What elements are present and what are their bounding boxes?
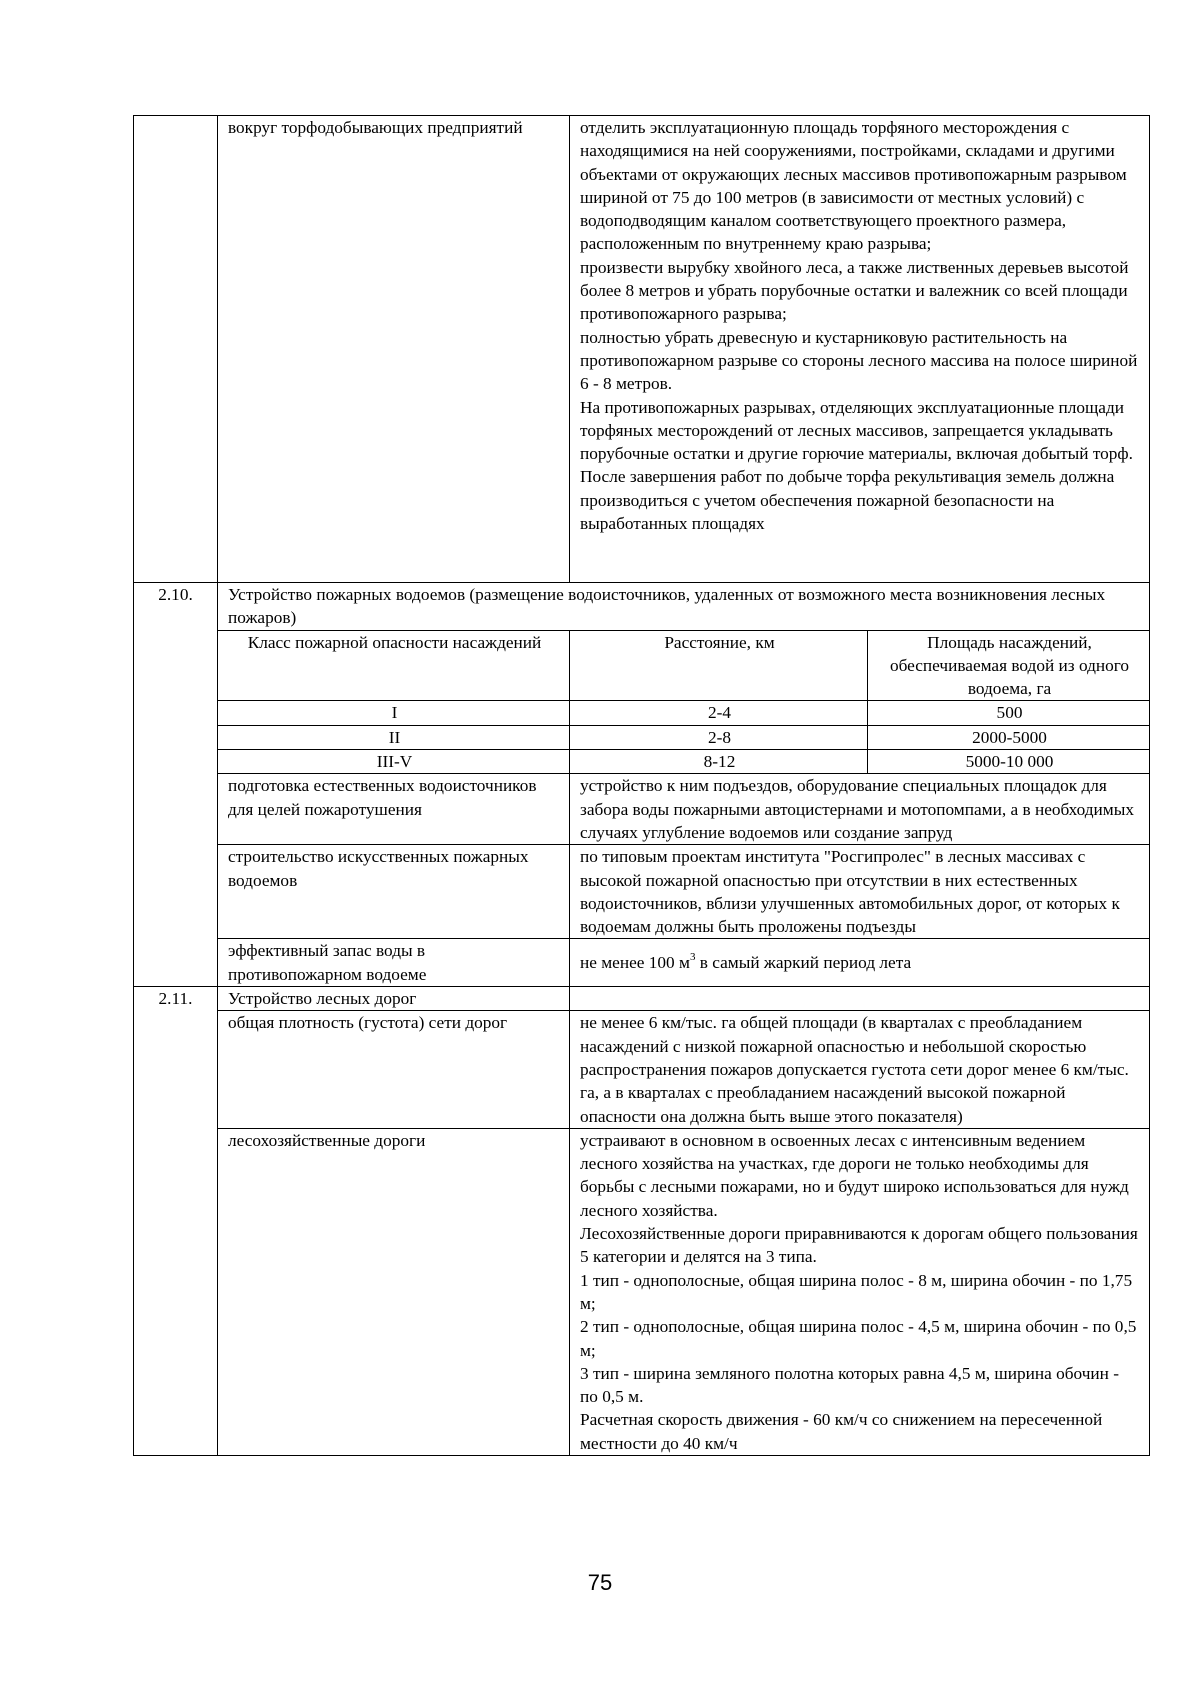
peat-requirements: [570, 116, 1150, 583]
table-row-natural-sources: [134, 774, 1150, 845]
section-number-2-10: 2.10.: [134, 583, 218, 987]
hazard-class-cell: I: [218, 701, 570, 725]
peat-label: вокруг торфодобывающих предприятий: [218, 116, 570, 583]
reserve-text-before: не менее 100 м: [580, 953, 690, 973]
forest-roads-text: [570, 1128, 1150, 1455]
area-cell: 500: [868, 701, 1150, 725]
hazard-class-cell: III-V: [218, 750, 570, 774]
natural-sources-label: подготовка естественных водоисточников для целей пожаротушения: [218, 774, 570, 845]
forest-roads-label: лесохозяйственные дороги: [218, 1128, 570, 1455]
reservoir-table-header: [134, 630, 1150, 701]
distance-cell: 8-12: [570, 750, 868, 774]
reserve-superscript: 3: [689, 951, 696, 964]
table-row-forest-roads: [134, 1128, 1150, 1455]
page-number: 75: [587, 1570, 613, 1595]
table-row-roads-title: [134, 987, 1150, 1011]
row-number-empty: [134, 116, 218, 583]
paragraph: отделить эксплуатационную площадь торфяного месторождения с находящимися на ней сооружениями, постройками, складами и другими объектами от окружающих лесных массивов противопожарным разрывом шириной от 75 до 100 метров (в зависимости от местных условий) с водоподводящим каналом соответствующего проектного размера, расположенным по внутреннему краю разрыва;: [580, 118, 1127, 254]
table-row-peat: [134, 116, 1150, 583]
area-cell: 5000-10 000: [868, 750, 1150, 774]
paragraph: 1 тип - однополосные, общая ширина полос - 8 м, ширина обочин - по 1,75 м;: [580, 1270, 1133, 1313]
road-density-label: общая плотность (густота) сети дорог: [218, 1011, 570, 1128]
area-cell: 2000-5000: [868, 725, 1150, 749]
reservoir-table-row: [134, 725, 1150, 749]
paragraph: устраивают в основном в освоенных лесах с интенсивным ведением лесного хозяйства на участках, где дороги не только необходимы для борьбы с лесными пожарами, но и будут широко использоваться для нужд лесного хозяйства.: [580, 1130, 1129, 1220]
reservoir-table-row: [134, 750, 1150, 774]
reservoir-table-row: [134, 701, 1150, 725]
paragraph: 2 тип - однополосные, общая ширина полос - 4,5 м, ширина обочин - по 0,5 м;: [580, 1317, 1137, 1360]
paragraph: 3 тип - ширина земляного полотна которых равна 4,5 м, ширина обочин - по 0,5 м.: [580, 1363, 1119, 1407]
paragraph: полностью убрать древесную и кустарниковую растительность на противопожарном разрыве со стороны лесного массива на полосе шириной 6 - 8 метров.: [580, 327, 1138, 394]
artificial-reservoirs-label: строительство искусственных пожарных водоемов: [218, 845, 570, 939]
section-number-2-11: 2.11.: [134, 987, 218, 1456]
header-area: Площадь насаждений, обеспечиваемая водой из одного водоема, га: [868, 630, 1150, 701]
road-density-text: не менее 6 км/тыс. га общей площади (в кварталах с преобладанием насаждений с низкой пожарной опасностью и небольшой скоростью распространения пожаров допускается густота сети дорог менее 6 км/тыс. га, а в кварталах с преобладанием насаждений высокой пожарной опасности она должна быть выше этого показателя): [570, 1011, 1150, 1128]
paragraph: произвести вырубку хвойного леса, а также лиственных деревьев высотой более 8 метров и убрать порубочные остатки и валежник со всей площади противопожарного разрыва;: [580, 257, 1129, 324]
table-row-road-density: [134, 1011, 1150, 1128]
table-row-artificial-reservoirs: [134, 845, 1150, 939]
water-reserve-text: [570, 939, 1150, 987]
hazard-class-cell: II: [218, 725, 570, 749]
paragraph: Лесохозяйственные дороги приравниваются к дорогам общего пользования 5 категории и делятся на 3 типа.: [580, 1224, 1138, 1267]
artificial-reservoirs-text: по типовым проектам института "Росгипролес" в лесных массивах с высокой пожарной опасностью при отсутствии в них естественных водоисточников, вблизи улучшенных автомобильных дорог, от которых к водоемам должны быть проложены подъезды: [570, 845, 1150, 939]
paragraph: На противопожарных разрывах, отделяющих эксплуатационные площади торфяных месторождений от лесных массивов, запрещается укладывать порубочные остатки и другие горючие материалы, включая добытый торф.: [580, 397, 1133, 464]
paragraph: Расчетная скорость движения - 60 км/ч со снижением на пересеченной местности до 40 км/ч: [580, 1410, 1103, 1453]
distance-cell: 2-8: [570, 725, 868, 749]
document-page: [133, 115, 1149, 1456]
roads-title-empty: [570, 987, 1150, 1011]
header-hazard-class: Класс пожарной опасности насаждений: [218, 630, 570, 701]
reserve-text-after: в самый жаркий период лета: [695, 953, 912, 973]
fire-safety-table: [133, 115, 1150, 1456]
reservoirs-title: Устройство пожарных водоемов (размещение водоисточников, удаленных от возможного места возникновения лесных пожаров): [218, 583, 1150, 631]
header-distance: Расстояние, км: [570, 630, 868, 701]
distance-cell: 2-4: [570, 701, 868, 725]
paragraph: После завершения работ по добыче торфа рекультивация земель должна производиться с учетом обеспечения пожарной безопасности на выработанных площадях: [580, 467, 1115, 534]
table-row-water-reserve: [134, 939, 1150, 987]
table-row-reservoirs-title: [134, 583, 1150, 631]
roads-title: Устройство лесных дорог: [218, 987, 570, 1011]
water-reserve-label: эффективный запас воды в противопожарном водоеме: [218, 939, 570, 987]
natural-sources-text: устройство к ним подъездов, оборудование специальных площадок для забора воды пожарными автоцистернами и мотопомпами, а в необходимых случаях углубление водоемов или создание запруд: [570, 774, 1150, 845]
